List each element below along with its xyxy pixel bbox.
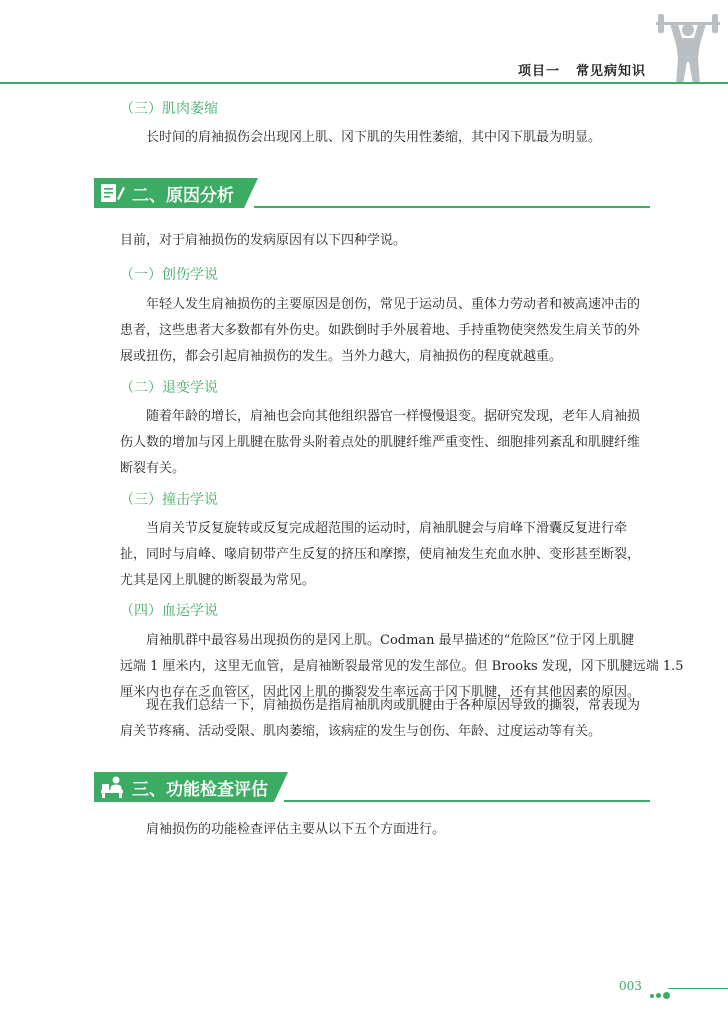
section-rule (284, 800, 650, 802)
paragraph-summary: 现在我们总结一下，肩袖损伤是指肩袖肌肉或肌腱由于各种原因导致的撕裂，常表现为 肩关节疼痛、活动受限、肌肉萎缩，该病症的发生与创伤、年龄、过度运动等有关。 (120, 698, 641, 739)
section-title-exam: 三、功能检查评估 (132, 780, 268, 800)
paragraph-trauma: 年轻人发生肩袖损伤的主要原因是创伤，常见于运动员、重体力劳动者和被高速冲击的 患者，这些患者大多数都有外伤史。如跌倒时手外展着地、手持重物使突然发生肩关节的外 展或扭伤，都会引起肩袖损伤的发生。当外力越大，肩袖损伤的程度就越重。 (120, 297, 641, 364)
paragraph-blood-supply: 肩袖肌群中最容易出现损伤的是冈上肌。Codman 最早描述的“危险区”位于冈上肌腱 远端 1 厘米内，这里无血管，是肩袖断裂最常见的发生部位。但 Brooks 发现，冈下肌腱远端 1.5 厘米内也存在乏血管区，因此冈上肌的撕裂发生率远高于冈下肌腱，还有其他因素的原因。 (120, 633, 684, 700)
notebook-pen-icon (99, 181, 125, 205)
footer-rule (668, 988, 728, 989)
subheading-degeneration: （二）退变学说 (120, 380, 218, 396)
section-heading-exam (94, 772, 650, 804)
paragraph-degeneration: 随着年龄的增长，肩袖也会向其他组织器官一样慢慢退变。据研究发现，老年人肩袖损 伤人数的增加与冈上肌腱在肱骨头附着点处的肌腱纤维严重变性、细胞排列紊乱和肌腱纤维 断裂有关。 (120, 409, 641, 476)
running-header (518, 60, 646, 79)
subheading-blood-supply: （四）血运学说 (120, 603, 218, 619)
paragraph-causes-intro: 目前，对于肩袖损伤的发病原因有以下四种学说。 (120, 233, 407, 248)
header-project: 项目一 (517, 64, 560, 79)
page-number: 003 (619, 979, 642, 993)
header-rule (0, 82, 728, 84)
header-chapter: 常见病知识 (575, 64, 646, 79)
subheading-muscle-atrophy: （三）肌肉萎缩 (120, 101, 218, 117)
weightlifter-silhouette-icon (656, 8, 720, 88)
paragraph-muscle-atrophy: 长时间的肩袖损伤会出现冈上肌、冈下肌的失用性萎缩，其中冈下肌最为明显。 (146, 130, 602, 145)
section-rule (254, 206, 650, 208)
subheading-impingement: （三）撞击学说 (120, 492, 218, 508)
paragraph-impingement: 当肩关节反复旋转或反复完成超范围的运动时，肩袖肌腱会与肩峰下滑囊反复进行牵 扯，同时与肩峰、喙肩韧带产生反复的挤压和摩擦，使肩袖发生充血水肿、变形甚至断裂， 尤其是冈上肌腱的断裂最为常见。 (120, 521, 641, 588)
section-title-causes: 二、原因分析 (132, 186, 234, 206)
doctor-desk-icon (99, 775, 125, 799)
paragraph-exam-intro: 肩袖损伤的功能检查评估主要从以下五个方面进行。 (146, 822, 446, 837)
subheading-trauma: （一）创伤学说 (120, 267, 218, 283)
section-heading-causes (94, 178, 650, 210)
